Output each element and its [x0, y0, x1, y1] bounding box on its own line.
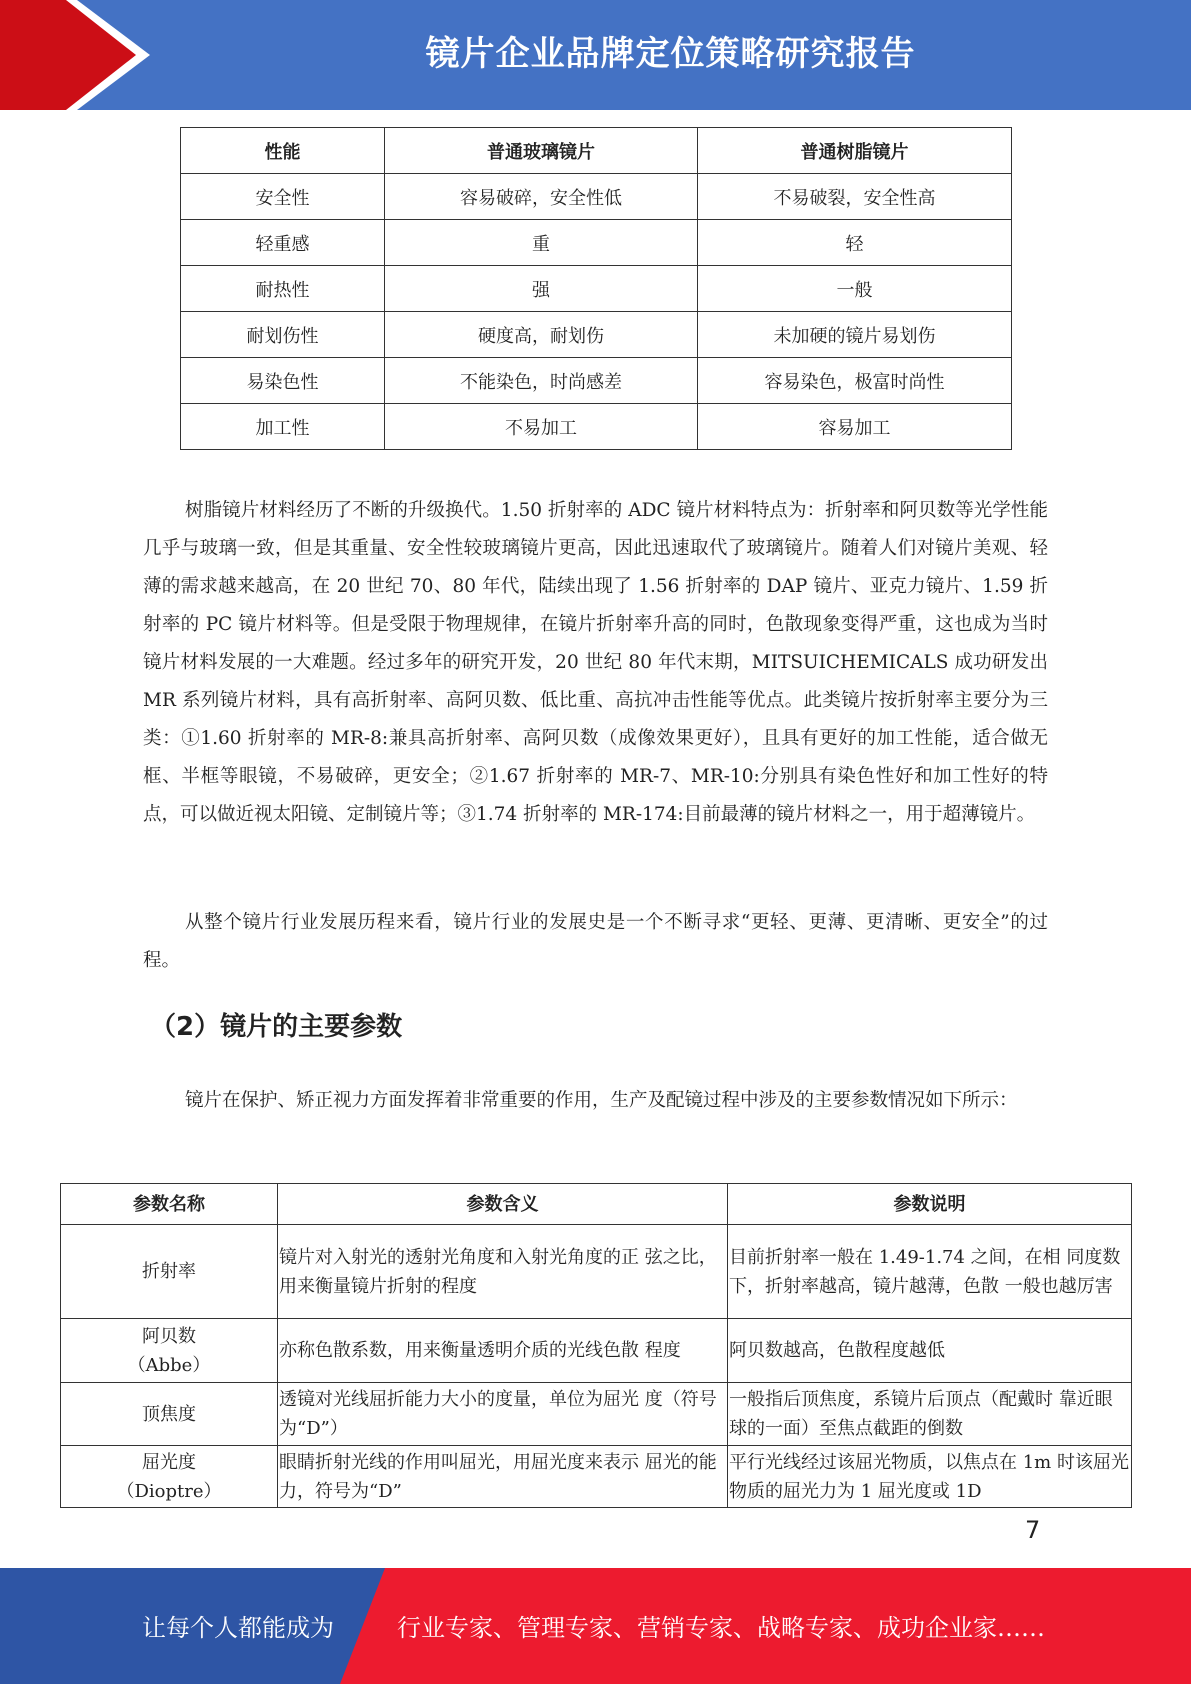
param-name-cell [61, 1225, 278, 1319]
table-cell: 不易加工 [385, 404, 698, 450]
table-row [61, 1319, 1132, 1383]
table-row [181, 220, 1012, 266]
table-cell: 耐热性 [181, 266, 385, 312]
report-title: 镜片企业品牌定位策略研究报告 [425, 34, 916, 74]
param-note-cell: 阿贝数越高，色散程度越低 [728, 1319, 1132, 1383]
footer-slogan-right: 行业专家、管理专家、营销专家、战略专家、成功企业家…… [397, 1614, 1045, 1642]
table-header-cell: 参数名称 [61, 1184, 278, 1225]
table-cell: 容易染色，极富时尚性 [698, 358, 1012, 404]
table-row [61, 1446, 1132, 1508]
param-note-cell: 目前折射率一般在 1.49-1.74 之间，在相 同度数下，折射率越高，镜片越薄，色散 一般也越厉害 [728, 1225, 1132, 1319]
param-name-cell [61, 1383, 278, 1446]
table-row [181, 358, 1012, 404]
paragraph-parameters-intro: 镜片在保护、矫正视力方面发挥着非常重要的作用，生产及配镜过程中涉及的主要参数情况如下所示： [185, 1090, 1018, 1111]
lens-parameter-table [60, 1183, 1132, 1508]
table-header-cell: 参数说明 [728, 1184, 1132, 1225]
paragraph-resin-lens-history: 树脂镜片材料经历了不断的升级换代。1.50 折射率的 ADC 镜片材料特点为：折射率和阿贝数等光学性能几乎与玻璃一致，但是其重量、安全性较玻璃镜片更高，因此迅速取代了玻璃镜片。随着人们对镜片美观、轻薄的需求越来越高，在 20 世纪 70、80 年代，陆续出现了 1.56 折射率的 DAP 镜片、亚克力镜片、1.59 折射率的 PC 镜片材料等。但是受限于物理规律，在镜片折射率升高的同时，色散现象变得严重，这也成为当时镜片材料发展的一大难题。经过多年的研究开发，20 世纪 80 年代末期，MITSUICHEMICALS 成功研发出 MR 系列镜片材料，具有高折射率、高阿贝数、低比重、高抗冲击性能等优点。此类镜片按折射率主要分为三类：①1.60 折射率的 MR-8:兼具高折射率、高阿贝数（成像效果更好），且具有更好的加工性能，适合做无框、半框等眼镜，不易破碎，更安全；②1.67 折射率的 MR-7、MR-10:分别具有染色性好和加工性好的特点，可以做近视太阳镜、定制镜片等；③1.74 折射率的 MR-174:目前最薄的镜片材料之一，用于超薄镜片。 [143, 500, 1048, 825]
page-footer [0, 1568, 1191, 1684]
table-row [181, 174, 1012, 220]
section-heading: （2）镜片的主要参数 [150, 1012, 403, 1042]
param-name-cell [61, 1446, 278, 1508]
table-cell: 加工性 [181, 404, 385, 450]
table-cell: 不能染色，时尚感差 [385, 358, 698, 404]
table-cell: 容易破碎，安全性低 [385, 174, 698, 220]
table-cell: 硬度高，耐划伤 [385, 312, 698, 358]
table-cell: 一般 [698, 266, 1012, 312]
table-cell: 容易加工 [698, 404, 1012, 450]
param-meaning-cell: 镜片对入射光的透射光角度和入射光角度的正 弦之比，用来衡量镜片折射的程度 [278, 1225, 728, 1319]
table-row [181, 404, 1012, 450]
param-meaning-cell: 亦称色散系数，用来衡量透明介质的光线色散 程度 [278, 1319, 728, 1383]
table-header-cell: 普通玻璃镜片 [385, 128, 698, 174]
table-row [181, 312, 1012, 358]
table-cell: 强 [385, 266, 698, 312]
lens-comparison-table [180, 127, 1012, 450]
param-meaning-cell: 透镜对光线屈折能力大小的度量，单位为屈光 度（符号为“D”） [278, 1383, 728, 1446]
param-name: 折射率 [142, 1261, 196, 1282]
table-header-cell: 参数含义 [278, 1184, 728, 1225]
page-number: 7 [1025, 1516, 1041, 1544]
param-name: 顶焦度 [142, 1403, 196, 1425]
param-name-sub: （Dioptre） [116, 1480, 222, 1502]
param-name-cell [61, 1319, 278, 1383]
table-row [181, 266, 1012, 312]
param-name: 屈光度 [142, 1451, 196, 1473]
table-cell: 耐划伤性 [181, 312, 385, 358]
table-cell: 未加硬的镜片易划伤 [698, 312, 1012, 358]
table-row [61, 1383, 1132, 1446]
table-cell: 不易破裂，安全性高 [698, 174, 1012, 220]
param-note-cell: 平行光线经过该屈光物质，以焦点在 1m 时该屈光物质的屈光力为 1 屈光度或 1D [728, 1446, 1132, 1508]
footer-slogan-left: 让每个人都能成为 [142, 1614, 334, 1642]
param-meaning-cell: 眼睛折射光线的作用叫屈光，用屈光度来表示 屈光的能力，符号为“D” [278, 1446, 728, 1508]
param-note-cell: 一般指后顶焦度，系镜片后顶点（配戴时 靠近眼球的一面）至焦点截距的倒数 [728, 1383, 1132, 1446]
page-header [0, 0, 1191, 110]
table-header-cell: 普通树脂镜片 [698, 128, 1012, 174]
header-chevron [0, 0, 140, 110]
table-row [61, 1225, 1132, 1319]
param-name: 阿贝数 [142, 1325, 196, 1347]
table-cell: 轻 [698, 220, 1012, 266]
table-cell: 易染色性 [181, 358, 385, 404]
table-cell: 重 [385, 220, 698, 266]
paragraph-industry-summary: 从整个镜片行业发展历程来看，镜片行业的发展史是一个不断寻求“更轻、更薄、更清晰、更安全”的过程。 [143, 912, 1048, 971]
table-header-row [61, 1184, 1132, 1225]
param-name-sub: （Abbe） [127, 1354, 211, 1376]
table-cell: 轻重感 [181, 220, 385, 266]
table-header-row [181, 128, 1012, 174]
table-cell: 安全性 [181, 174, 385, 220]
table-header-cell: 性能 [181, 128, 385, 174]
